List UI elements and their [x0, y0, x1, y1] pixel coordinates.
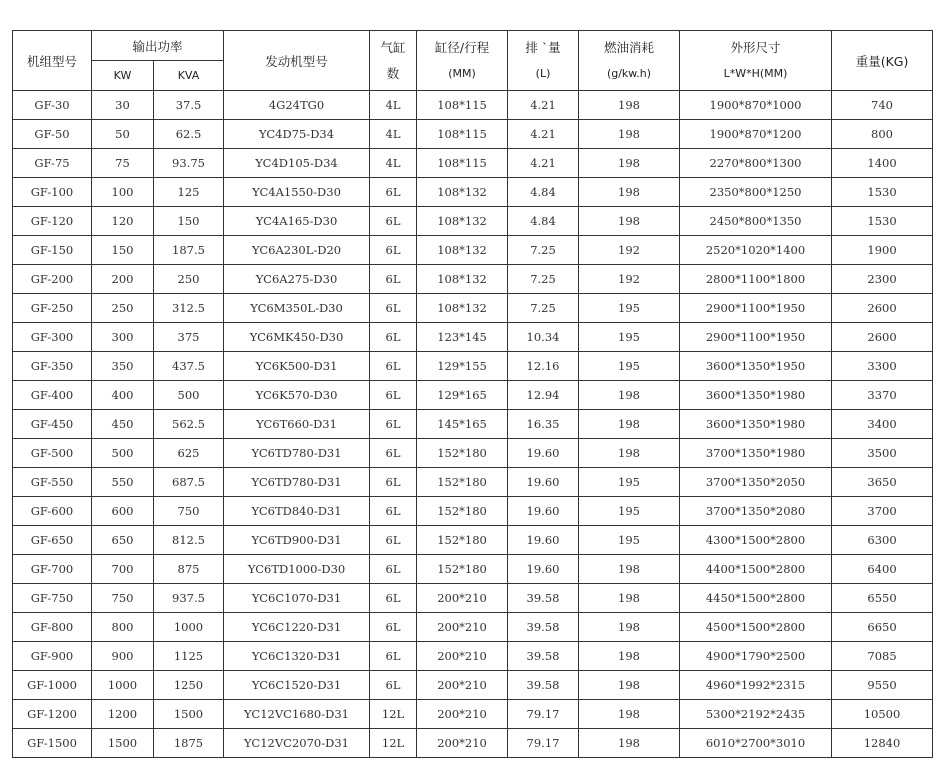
cell-dimensions: 2520*1020*1400: [680, 236, 832, 265]
cell-engine-model: YC12VC1680-D31: [224, 700, 370, 729]
header-kva: KVA: [154, 61, 224, 91]
table-row: [13, 265, 933, 294]
header-engine-model: 发动机型号: [224, 31, 370, 91]
cell-displacement: 4.84: [508, 207, 579, 236]
table-row: [13, 178, 933, 207]
cell-kva: 937.5: [154, 584, 224, 613]
cell-bore-stroke: 200*210: [417, 613, 508, 642]
cell-model: GF-30: [13, 91, 92, 120]
cell-model: GF-150: [13, 236, 92, 265]
cell-fuel-consumption: 198: [579, 381, 680, 410]
cell-kw: 400: [92, 381, 154, 410]
cell-dimensions: 6010*2700*3010: [680, 729, 832, 758]
table-header: [13, 31, 933, 91]
cell-weight: 1530: [832, 207, 933, 236]
header-dimensions: [680, 31, 832, 91]
cell-weight: 6400: [832, 555, 933, 584]
cell-fuel-consumption: 195: [579, 294, 680, 323]
cell-bore-stroke: 108*132: [417, 265, 508, 294]
cell-engine-model: YC4A165-D30: [224, 207, 370, 236]
cell-kva: 625: [154, 439, 224, 468]
cell-displacement: 39.58: [508, 613, 579, 642]
cell-fuel-consumption: 195: [579, 526, 680, 555]
header-displacement: [508, 31, 579, 91]
header-cylinders-line2: 数: [386, 65, 400, 81]
cell-weight: 6650: [832, 613, 933, 642]
cell-weight: 1530: [832, 178, 933, 207]
table-row: [13, 526, 933, 555]
cell-displacement: 4.21: [508, 149, 579, 178]
cell-displacement: 12.16: [508, 352, 579, 381]
cell-kw: 50: [92, 120, 154, 149]
cell-cylinders: 6L: [370, 526, 417, 555]
cell-bore-stroke: 108*132: [417, 207, 508, 236]
header-weight: 重量(KG): [832, 31, 933, 91]
cell-dimensions: 5300*2192*2435: [680, 700, 832, 729]
cell-cylinders: 12L: [370, 700, 417, 729]
cell-bore-stroke: 152*180: [417, 497, 508, 526]
cell-bore-stroke: 200*210: [417, 700, 508, 729]
table-row: [13, 120, 933, 149]
table-row: [13, 613, 933, 642]
cell-weight: 12840: [832, 729, 933, 758]
cell-fuel-consumption: 198: [579, 671, 680, 700]
cell-fuel-consumption: 198: [579, 555, 680, 584]
cell-kw: 100: [92, 178, 154, 207]
cell-kva: 687.5: [154, 468, 224, 497]
cell-kva: 1875: [154, 729, 224, 758]
cell-engine-model: YC6TD780-D31: [224, 468, 370, 497]
cell-kw: 450: [92, 410, 154, 439]
cell-dimensions: 3700*1350*2080: [680, 497, 832, 526]
cell-displacement: 19.60: [508, 439, 579, 468]
cell-engine-model: YC6K570-D30: [224, 381, 370, 410]
cell-kva: 250: [154, 265, 224, 294]
cell-bore-stroke: 152*180: [417, 526, 508, 555]
cell-dimensions: 3600*1350*1980: [680, 381, 832, 410]
header-bore-stroke-line1: 缸径/行程: [434, 39, 490, 55]
cell-cylinders: 6L: [370, 671, 417, 700]
cell-cylinders: 6L: [370, 381, 417, 410]
cell-kw: 1200: [92, 700, 154, 729]
cell-model: GF-200: [13, 265, 92, 294]
cell-model: GF-1200: [13, 700, 92, 729]
table-row: [13, 497, 933, 526]
cell-model: GF-500: [13, 439, 92, 468]
cell-weight: 3300: [832, 352, 933, 381]
cell-kva: 312.5: [154, 294, 224, 323]
cell-weight: 2600: [832, 323, 933, 352]
table-row: [13, 352, 933, 381]
cell-displacement: 19.60: [508, 497, 579, 526]
cell-kw: 250: [92, 294, 154, 323]
cell-engine-model: YC6TD840-D31: [224, 497, 370, 526]
cell-displacement: 4.21: [508, 91, 579, 120]
cell-fuel-consumption: 198: [579, 700, 680, 729]
cell-kva: 1500: [154, 700, 224, 729]
cell-kva: 62.5: [154, 120, 224, 149]
cell-kw: 650: [92, 526, 154, 555]
cell-model: GF-700: [13, 555, 92, 584]
cell-cylinders: 4L: [370, 149, 417, 178]
cell-dimensions: 2800*1100*1800: [680, 265, 832, 294]
cell-model: GF-100: [13, 178, 92, 207]
cell-cylinders: 6L: [370, 352, 417, 381]
table-row: [13, 410, 933, 439]
generator-spec-table: [12, 30, 933, 758]
table-row: [13, 555, 933, 584]
cell-weight: 6300: [832, 526, 933, 555]
header-dimensions-line1: 外形尺寸: [730, 39, 781, 55]
cell-kw: 550: [92, 468, 154, 497]
cell-cylinders: 4L: [370, 120, 417, 149]
table-row: [13, 439, 933, 468]
table-row: [13, 236, 933, 265]
cell-weight: 2300: [832, 265, 933, 294]
cell-model: GF-1500: [13, 729, 92, 758]
table-row: [13, 294, 933, 323]
table-body: [13, 91, 933, 758]
header-cylinders-line1: 气缸: [380, 39, 406, 55]
cell-weight: 3700: [832, 497, 933, 526]
cell-engine-model: YC4A1550-D30: [224, 178, 370, 207]
cell-kw: 75: [92, 149, 154, 178]
table-row: [13, 671, 933, 700]
cell-kw: 900: [92, 642, 154, 671]
cell-dimensions: 2350*800*1250: [680, 178, 832, 207]
cell-weight: 1400: [832, 149, 933, 178]
cell-bore-stroke: 200*210: [417, 642, 508, 671]
cell-cylinders: 12L: [370, 729, 417, 758]
cell-displacement: 19.60: [508, 526, 579, 555]
table-row: [13, 91, 933, 120]
cell-displacement: 4.21: [508, 120, 579, 149]
cell-cylinders: 6L: [370, 642, 417, 671]
cell-kva: 187.5: [154, 236, 224, 265]
cell-displacement: 19.60: [508, 555, 579, 584]
cell-dimensions: 2900*1100*1950: [680, 323, 832, 352]
cell-engine-model: YC4D75-D34: [224, 120, 370, 149]
cell-engine-model: YC6TD900-D31: [224, 526, 370, 555]
cell-bore-stroke: 200*210: [417, 729, 508, 758]
cell-model: GF-350: [13, 352, 92, 381]
cell-bore-stroke: 108*132: [417, 294, 508, 323]
header-bore-stroke: [417, 31, 508, 91]
cell-bore-stroke: 108*132: [417, 236, 508, 265]
cell-cylinders: 6L: [370, 207, 417, 236]
cell-model: GF-650: [13, 526, 92, 555]
cell-fuel-consumption: 198: [579, 120, 680, 149]
cell-displacement: 39.58: [508, 642, 579, 671]
cell-dimensions: 2270*800*1300: [680, 149, 832, 178]
header-kw: KW: [92, 61, 154, 91]
cell-weight: 10500: [832, 700, 933, 729]
header-fuel-line2: (g/kw.h): [606, 66, 652, 80]
spec-table-container: [12, 30, 933, 758]
header-dimensions-line2: L*W*H(MM): [723, 66, 788, 80]
cell-model: GF-400: [13, 381, 92, 410]
cell-kva: 1125: [154, 642, 224, 671]
cell-engine-model: YC12VC2070-D31: [224, 729, 370, 758]
cell-bore-stroke: 200*210: [417, 671, 508, 700]
cell-dimensions: 1900*870*1000: [680, 91, 832, 120]
cell-engine-model: 4G24TG0: [224, 91, 370, 120]
cell-kva: 750: [154, 497, 224, 526]
cell-displacement: 7.25: [508, 236, 579, 265]
cell-kw: 600: [92, 497, 154, 526]
cell-kva: 37.5: [154, 91, 224, 120]
cell-bore-stroke: 129*155: [417, 352, 508, 381]
cell-engine-model: YC6TD1000-D30: [224, 555, 370, 584]
cell-engine-model: YC6MK450-D30: [224, 323, 370, 352]
cell-fuel-consumption: 198: [579, 207, 680, 236]
cell-weight: 7085: [832, 642, 933, 671]
cell-cylinders: 6L: [370, 410, 417, 439]
cell-engine-model: YC6A230L-D20: [224, 236, 370, 265]
header-displacement-line1: 排 `量: [525, 39, 561, 55]
cell-fuel-consumption: 198: [579, 91, 680, 120]
cell-fuel-consumption: 195: [579, 497, 680, 526]
cell-kw: 200: [92, 265, 154, 294]
cell-model: GF-75: [13, 149, 92, 178]
cell-fuel-consumption: 198: [579, 613, 680, 642]
cell-fuel-consumption: 198: [579, 729, 680, 758]
cell-bore-stroke: 152*180: [417, 439, 508, 468]
cell-model: GF-300: [13, 323, 92, 352]
header-fuel-consumption: [579, 31, 680, 91]
table-row: [13, 700, 933, 729]
cell-dimensions: 3600*1350*1950: [680, 352, 832, 381]
cell-weight: 740: [832, 91, 933, 120]
table-row: [13, 207, 933, 236]
header-bore-stroke-line2: (MM): [448, 66, 476, 80]
cell-dimensions: 4400*1500*2800: [680, 555, 832, 584]
cell-fuel-consumption: 198: [579, 642, 680, 671]
cell-fuel-consumption: 195: [579, 468, 680, 497]
cell-dimensions: 2900*1100*1950: [680, 294, 832, 323]
cell-cylinders: 4L: [370, 91, 417, 120]
cell-cylinders: 6L: [370, 584, 417, 613]
cell-engine-model: YC4D105-D34: [224, 149, 370, 178]
cell-engine-model: YC6T660-D31: [224, 410, 370, 439]
cell-weight: 3500: [832, 439, 933, 468]
header-displacement-line2: (L): [535, 66, 551, 80]
cell-weight: 2600: [832, 294, 933, 323]
cell-weight: 3650: [832, 468, 933, 497]
cell-kw: 1500: [92, 729, 154, 758]
cell-engine-model: YC6TD780-D31: [224, 439, 370, 468]
cell-displacement: 4.84: [508, 178, 579, 207]
header-cylinders: [370, 31, 417, 91]
cell-model: GF-900: [13, 642, 92, 671]
cell-displacement: 10.34: [508, 323, 579, 352]
cell-cylinders: 6L: [370, 236, 417, 265]
cell-bore-stroke: 108*115: [417, 120, 508, 149]
cell-bore-stroke: 152*180: [417, 555, 508, 584]
header-unit-model: 机组型号: [13, 31, 92, 91]
cell-kva: 1250: [154, 671, 224, 700]
cell-model: GF-800: [13, 613, 92, 642]
table-row: [13, 729, 933, 758]
cell-kw: 350: [92, 352, 154, 381]
cell-weight: 3370: [832, 381, 933, 410]
cell-weight: 1900: [832, 236, 933, 265]
cell-engine-model: YC6K500-D31: [224, 352, 370, 381]
cell-displacement: 19.60: [508, 468, 579, 497]
header-fuel-line1: 燃油消耗: [604, 39, 655, 55]
cell-weight: 3400: [832, 410, 933, 439]
cell-fuel-consumption: 198: [579, 149, 680, 178]
cell-model: GF-750: [13, 584, 92, 613]
cell-dimensions: 3700*1350*2050: [680, 468, 832, 497]
cell-displacement: 7.25: [508, 294, 579, 323]
cell-kw: 700: [92, 555, 154, 584]
cell-kw: 120: [92, 207, 154, 236]
cell-kw: 150: [92, 236, 154, 265]
cell-displacement: 79.17: [508, 700, 579, 729]
cell-displacement: 12.94: [508, 381, 579, 410]
cell-bore-stroke: 108*115: [417, 91, 508, 120]
cell-engine-model: YC6M350L-D30: [224, 294, 370, 323]
cell-kw: 30: [92, 91, 154, 120]
cell-fuel-consumption: 198: [579, 410, 680, 439]
cell-fuel-consumption: 192: [579, 236, 680, 265]
cell-bore-stroke: 123*145: [417, 323, 508, 352]
cell-kw: 800: [92, 613, 154, 642]
cell-kva: 93.75: [154, 149, 224, 178]
cell-kva: 375: [154, 323, 224, 352]
cell-model: GF-450: [13, 410, 92, 439]
cell-dimensions: 4300*1500*2800: [680, 526, 832, 555]
cell-kva: 437.5: [154, 352, 224, 381]
cell-model: GF-550: [13, 468, 92, 497]
cell-cylinders: 6L: [370, 613, 417, 642]
cell-engine-model: YC6C1320-D31: [224, 642, 370, 671]
cell-kva: 150: [154, 207, 224, 236]
cell-bore-stroke: 108*115: [417, 149, 508, 178]
cell-dimensions: 4450*1500*2800: [680, 584, 832, 613]
cell-model: GF-600: [13, 497, 92, 526]
cell-bore-stroke: 129*165: [417, 381, 508, 410]
cell-displacement: 39.58: [508, 584, 579, 613]
cell-cylinders: 6L: [370, 294, 417, 323]
cell-dimensions: 3600*1350*1980: [680, 410, 832, 439]
cell-model: GF-120: [13, 207, 92, 236]
cell-fuel-consumption: 198: [579, 439, 680, 468]
cell-kva: 500: [154, 381, 224, 410]
cell-weight: 9550: [832, 671, 933, 700]
cell-kw: 300: [92, 323, 154, 352]
cell-weight: 6550: [832, 584, 933, 613]
cell-cylinders: 6L: [370, 468, 417, 497]
cell-cylinders: 6L: [370, 497, 417, 526]
cell-kva: 1000: [154, 613, 224, 642]
table-row: [13, 323, 933, 352]
cell-cylinders: 6L: [370, 178, 417, 207]
cell-model: GF-250: [13, 294, 92, 323]
cell-dimensions: 4900*1790*2500: [680, 642, 832, 671]
cell-dimensions: 3700*1350*1980: [680, 439, 832, 468]
cell-model: GF-1000: [13, 671, 92, 700]
cell-displacement: 79.17: [508, 729, 579, 758]
cell-fuel-consumption: 198: [579, 584, 680, 613]
cell-dimensions: 4500*1500*2800: [680, 613, 832, 642]
header-row-top: [13, 31, 933, 61]
table-row: [13, 149, 933, 178]
cell-engine-model: YC6A275-D30: [224, 265, 370, 294]
cell-kw: 1000: [92, 671, 154, 700]
cell-fuel-consumption: 192: [579, 265, 680, 294]
cell-kva: 125: [154, 178, 224, 207]
cell-fuel-consumption: 195: [579, 323, 680, 352]
cell-bore-stroke: 152*180: [417, 468, 508, 497]
cell-displacement: 7.25: [508, 265, 579, 294]
cell-dimensions: 1900*870*1200: [680, 120, 832, 149]
table-row: [13, 381, 933, 410]
cell-bore-stroke: 108*132: [417, 178, 508, 207]
cell-kva: 875: [154, 555, 224, 584]
cell-displacement: 39.58: [508, 671, 579, 700]
cell-bore-stroke: 145*165: [417, 410, 508, 439]
cell-kva: 562.5: [154, 410, 224, 439]
header-output-power: 输出功率: [92, 31, 224, 61]
cell-dimensions: 2450*800*1350: [680, 207, 832, 236]
cell-engine-model: YC6C1520-D31: [224, 671, 370, 700]
cell-cylinders: 6L: [370, 439, 417, 468]
cell-displacement: 16.35: [508, 410, 579, 439]
cell-cylinders: 6L: [370, 265, 417, 294]
cell-cylinders: 6L: [370, 555, 417, 584]
cell-model: GF-50: [13, 120, 92, 149]
cell-engine-model: YC6C1220-D31: [224, 613, 370, 642]
cell-engine-model: YC6C1070-D31: [224, 584, 370, 613]
table-row: [13, 584, 933, 613]
table-row: [13, 468, 933, 497]
cell-fuel-consumption: 198: [579, 178, 680, 207]
cell-weight: 800: [832, 120, 933, 149]
cell-fuel-consumption: 195: [579, 352, 680, 381]
cell-bore-stroke: 200*210: [417, 584, 508, 613]
cell-cylinders: 6L: [370, 323, 417, 352]
cell-dimensions: 4960*1992*2315: [680, 671, 832, 700]
cell-kw: 500: [92, 439, 154, 468]
cell-kva: 812.5: [154, 526, 224, 555]
table-row: [13, 642, 933, 671]
cell-kw: 750: [92, 584, 154, 613]
